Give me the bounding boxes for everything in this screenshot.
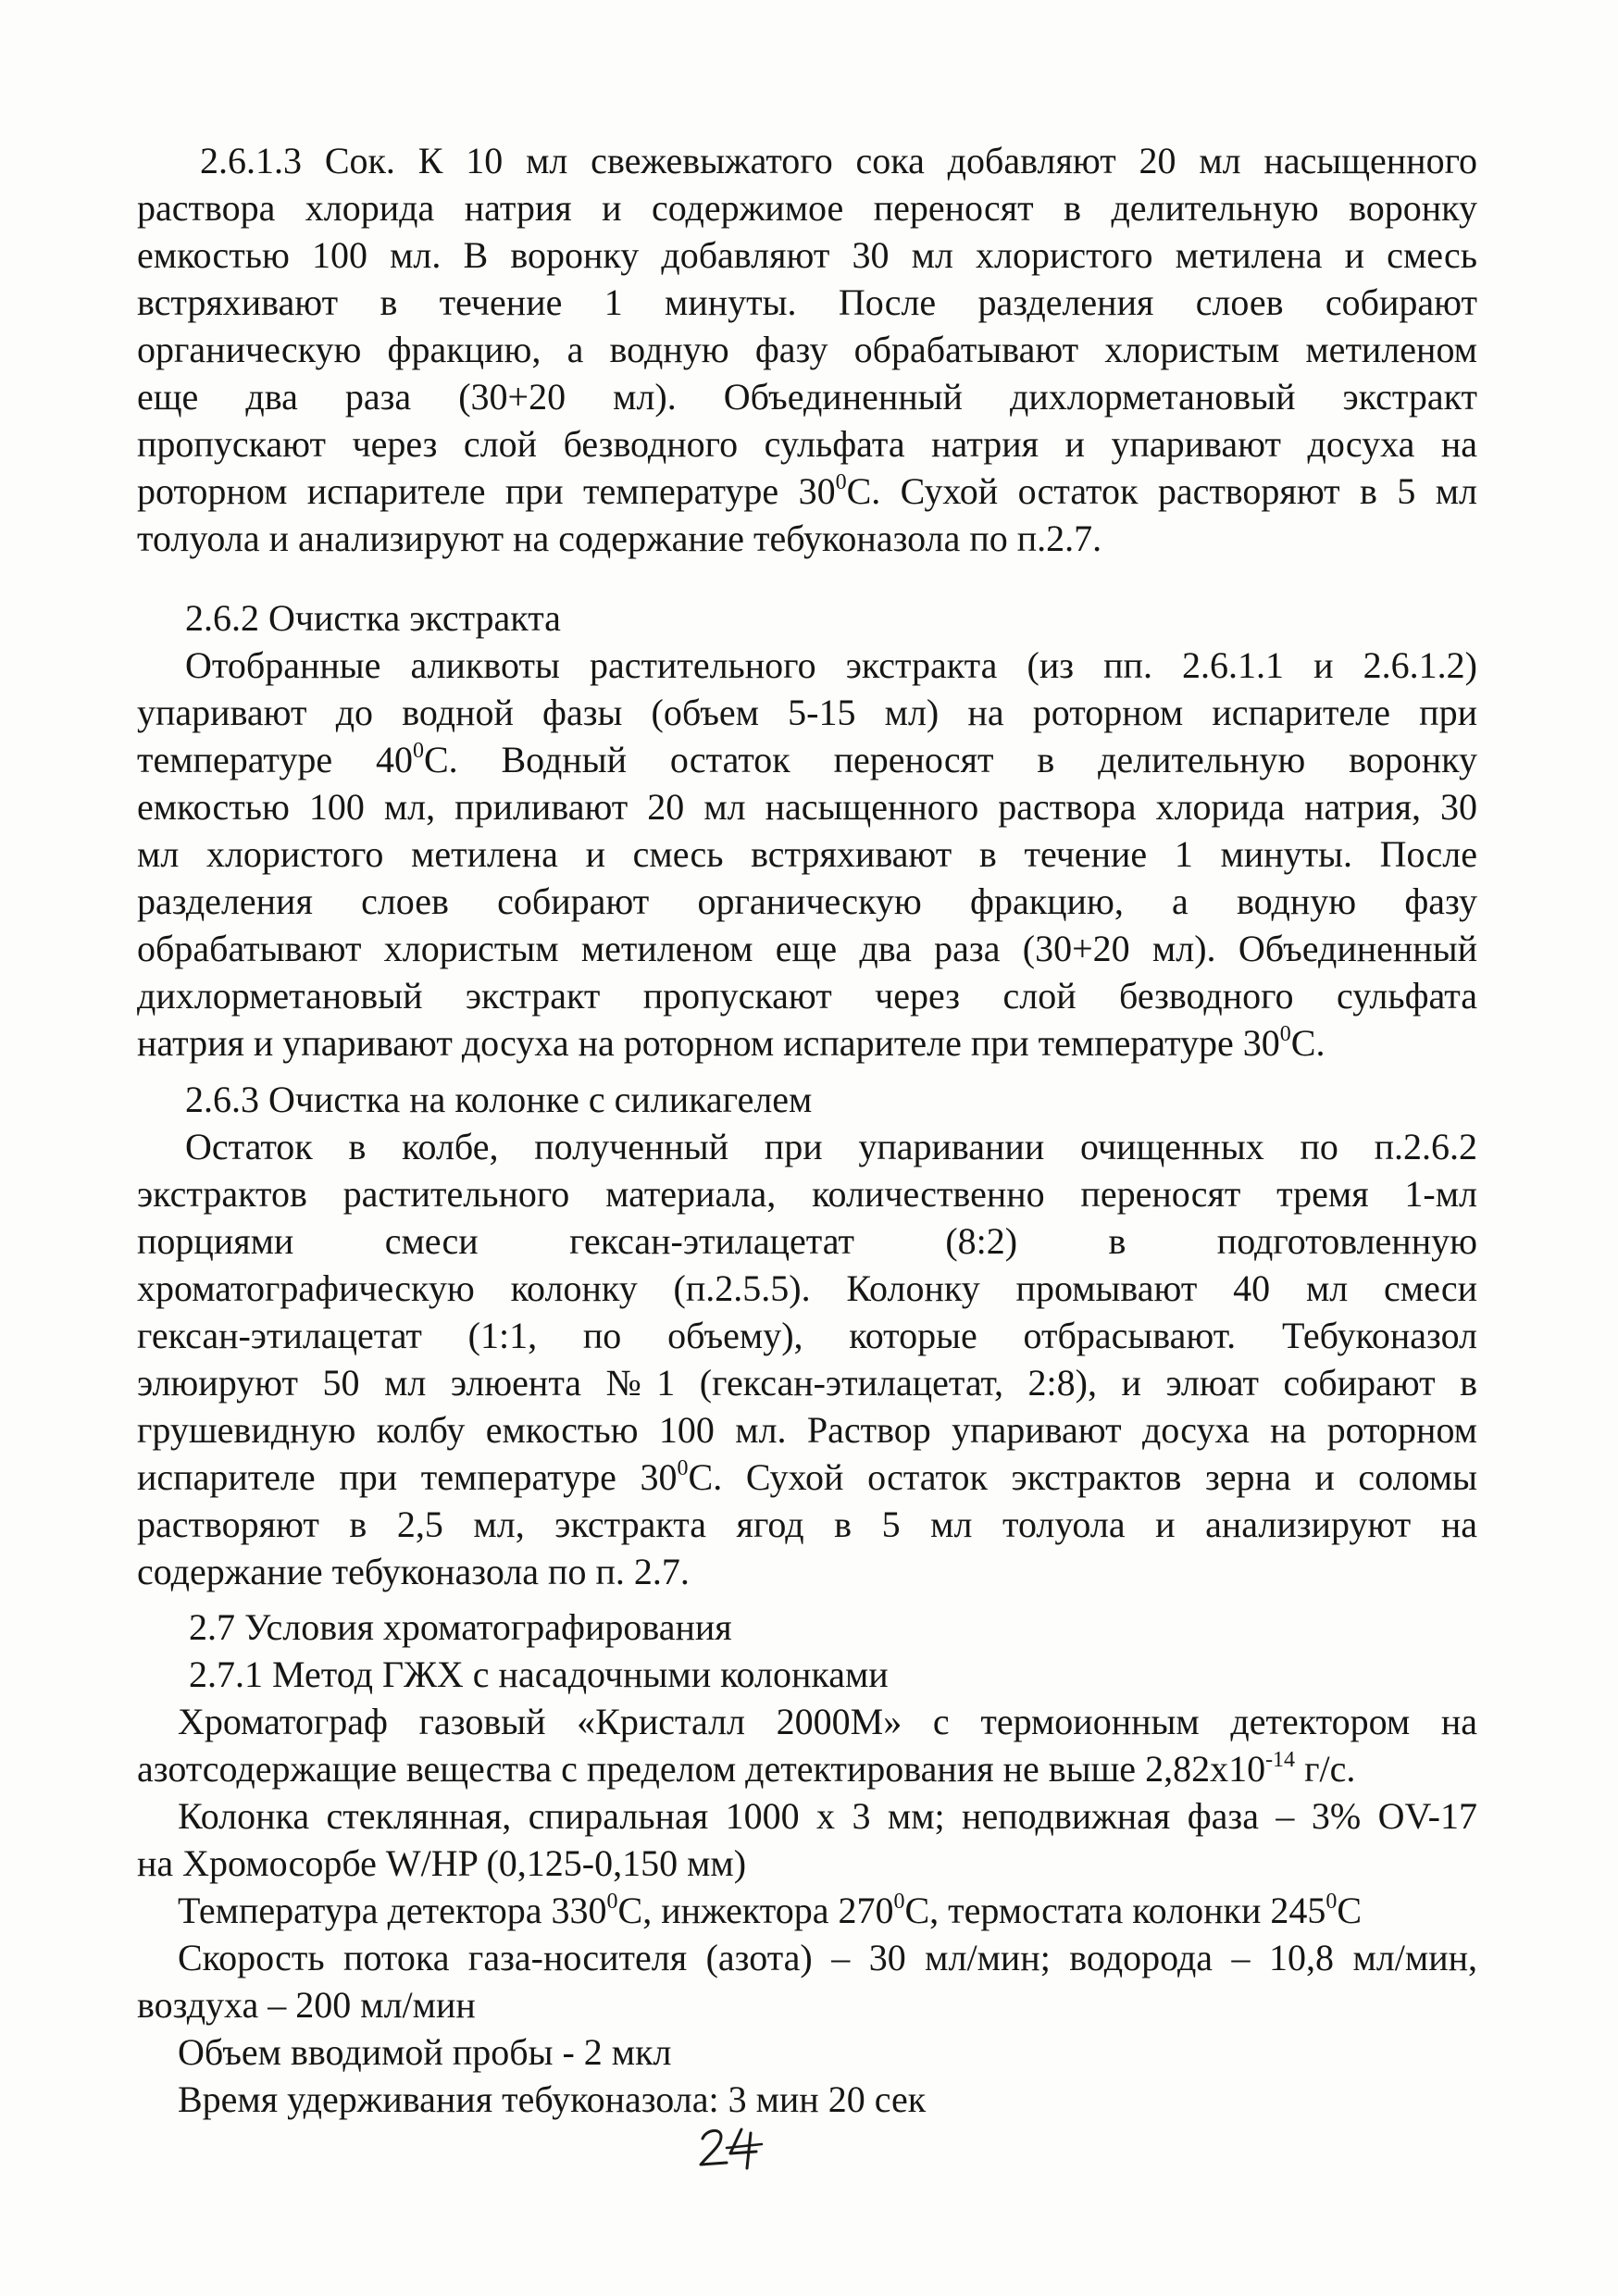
- section-2-6-1-3: [137, 137, 1477, 562]
- paragraph-line: хроматографическую колонку (п.2.5.5). Колонку промывают 40 мл смеси: [137, 1267, 1477, 1309]
- degree-superscript: 0: [1326, 1890, 1338, 1914]
- paragraph-line: Хроматограф газовый «Кристалл 2000М» с термоионным детектором на: [178, 1701, 1477, 1742]
- paragraph-line: Объем вводимой пробы - 2 мкл: [178, 2031, 672, 2073]
- paragraph-line: Время удерживания тебуконазола: 3 мин 20 сек: [178, 2078, 927, 2120]
- section-2-7: [137, 1603, 1477, 2123]
- degree-superscript: 0: [677, 1456, 689, 1480]
- page-number-signature: [690, 2120, 782, 2176]
- section-2-6-3: [137, 1076, 1477, 1595]
- degree-superscript: 0: [1279, 1022, 1291, 1046]
- paragraph-line: толуола и анализируют на содержание тебуконазола по п.2.7.: [137, 518, 1102, 559]
- paragraph-line: емкостью 100 мл. В воронку добавляют 30 мл хлористого метилена и смесь: [137, 234, 1477, 276]
- paragraph-line: органическую фракцию, а водную фазу обрабатывают хлористым метиленом: [137, 329, 1477, 370]
- subsection-heading: 2.7.1 Метод ГЖХ с насадочными колонками: [189, 1653, 889, 1695]
- paragraph-line: обрабатывают хлористым метиленом еще два раза (30+20 мл). Объединенный: [137, 928, 1477, 969]
- section-2-6-2: [137, 594, 1477, 1067]
- degree-superscript: 0: [835, 470, 847, 494]
- paragraph-line: мл хлористого метилена и смесь встряхивают в течение 1 минуты. После: [137, 833, 1477, 875]
- paragraph-line: упаривают до водной фазы (объем 5-15 мл) на роторном испарителе при: [137, 692, 1477, 733]
- paragraph-line: разделения слоев собирают органическую фракцию, а водную фазу: [137, 880, 1477, 922]
- paragraph-line: дихлорметановый экстракт пропускают через слой безводного сульфата: [137, 975, 1477, 1017]
- section-heading: 2.6.3 Очистка на колонке с силикагелем: [185, 1079, 813, 1120]
- paragraph-line: емкостью 100 мл, приливают 20 мл насыщенного раствора хлорида натрия, 30: [137, 786, 1477, 828]
- paragraph-line: грушевидную колбу емкостью 100 мл. Раствор упаривают досуха на роторном: [137, 1409, 1477, 1451]
- paragraph-line: экстрактов растительного материала, количественно переносят тремя 1-мл: [137, 1173, 1477, 1215]
- paragraph-line: Температура детектора $330^0C$, инжектора $270^0C$, термостата колонки $245^0C$: [178, 1890, 1363, 1931]
- paragraph-line: натрия и упаривают досуха на роторном испарителе при температуре $30^0C$.: [137, 1022, 1326, 1064]
- paragraph-line: гексан-этилацетат (1:1, по объему), которые отбрасывают. Тебуконазол: [137, 1315, 1477, 1356]
- paragraph-line: роторном испарителе при температуре $30^0C$. Сухой остаток растворяют в 5 мл: [137, 470, 1477, 512]
- paragraph-line: еще два раза (30+20 мл). Объединенный дихлорметановый экстракт: [137, 376, 1477, 418]
- paragraph-line: Остаток в колбе, полученный при упаривании очищенных по п.2.6.2: [185, 1126, 1477, 1167]
- paragraph-line: раствора хлорида натрия и содержимое переносят в делительную воронку: [137, 187, 1477, 229]
- exponent-superscript: -14: [1265, 1748, 1296, 1772]
- degree-superscript: 0: [893, 1890, 905, 1914]
- paragraph-line: воздуха – 200 мл/мин: [137, 1984, 476, 2026]
- handwritten-page-number: [690, 2120, 782, 2176]
- paragraph-line: пропускают через слой безводного сульфата натрия и упаривают досуха на: [137, 423, 1477, 465]
- degree-superscript: 0: [412, 739, 424, 763]
- paragraph-line: порциями смеси гексан-этилацетат (8:2) в подготовленную: [137, 1220, 1477, 1262]
- paragraph-line: 2.6.1.3 Сок. К 10 мл свежевыжатого сока добавляют 20 мл насыщенного: [200, 140, 1477, 181]
- paragraph-line: Отобранные аликвоты растительного экстракта (из пп. 2.6.1.1 и 2.6.1.2): [185, 644, 1477, 686]
- degree-superscript: 0: [606, 1890, 618, 1914]
- paragraph-line: испарителе при температуре $30^0C$. Сухой остаток экстрактов зерна и соломы: [137, 1456, 1478, 1498]
- paragraph-line: на Хромосорбе W/HP (0,125-0,150 мм): [137, 1842, 747, 1884]
- paragraph-line: элюируют 50 мл элюента №1 (гексан-этилацетат, 2:8), и элюат собирают в: [137, 1362, 1477, 1404]
- section-heading: 2.6.1.3 Сок.: [200, 140, 395, 181]
- paragraph-line: Колонка стеклянная, спиральная 1000 х 3 мм; неподвижная фаза – 3% OV-17: [178, 1795, 1477, 1837]
- paragraph-line: растворяют в 2,5 мл, экстракта ягод в 5 мл толуола и анализируют на: [137, 1504, 1477, 1545]
- section-heading: 2.6.2 Очистка экстракта: [185, 597, 561, 639]
- paragraph-line: встряхивают в течение 1 минуты. После разделения слоев собирают: [137, 281, 1477, 323]
- paragraph-line: азотсодержащие вещества с пределом детектирования не выше $2,82x10^{-14}$ г/с.: [137, 1748, 1356, 1790]
- paragraph-line: температуре $40^0C$. Водный остаток переносят в делительную воронку: [137, 739, 1477, 780]
- paragraph-line: Скорость потока газа-носителя (азота) – 30 мл/мин; водорода – 10,8 мл/мин,: [178, 1937, 1477, 1978]
- section-heading: 2.7 Условия хроматографирования: [189, 1606, 732, 1648]
- paragraph-line: содержание тебуконазола по п. 2.7.: [137, 1551, 690, 1592]
